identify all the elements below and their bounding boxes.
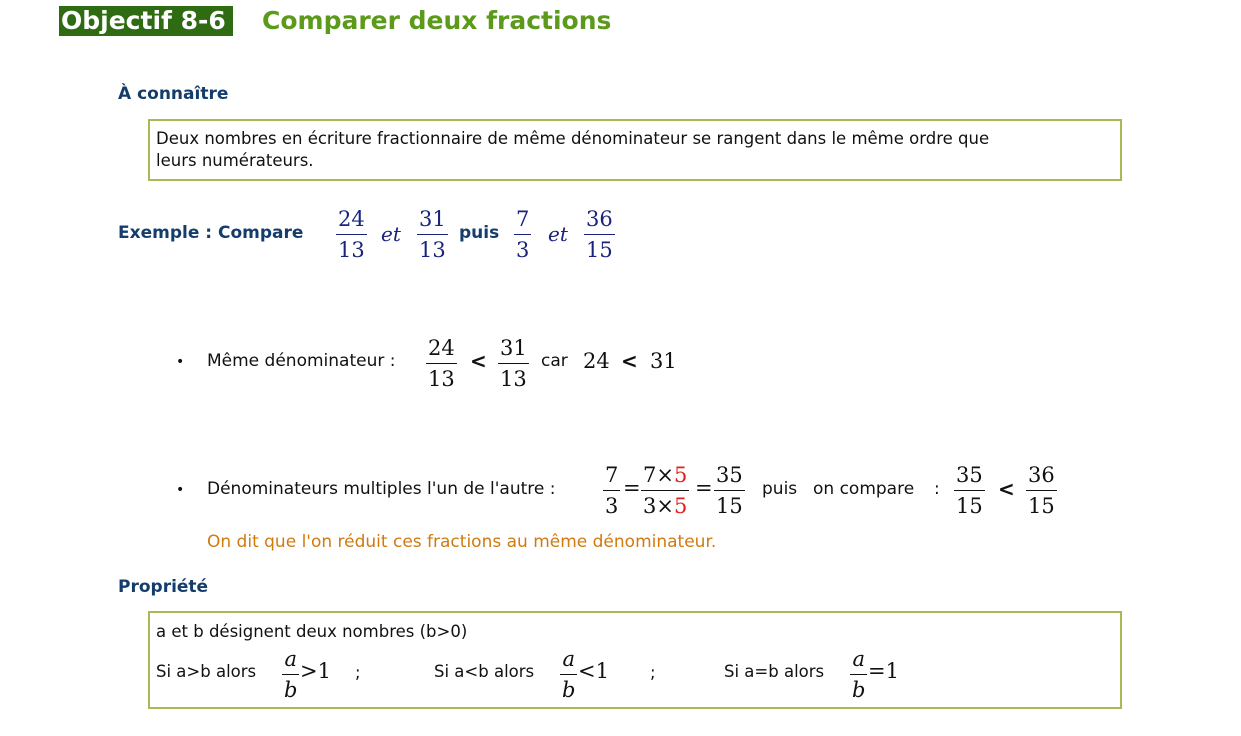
property-heading: Propriété bbox=[118, 577, 209, 597]
on-compare-text: on compare bbox=[813, 479, 915, 499]
denominator: 15 bbox=[586, 238, 613, 262]
less-than-sign-3: < bbox=[998, 477, 1015, 501]
know-text-line2: leurs numérateurs. bbox=[156, 151, 314, 170]
denominator bbox=[641, 491, 689, 519]
number-24: 24 bbox=[583, 349, 610, 373]
case2-relation: <1 bbox=[578, 659, 609, 683]
numerator: 35 bbox=[954, 462, 985, 491]
numerator: 35 bbox=[714, 462, 745, 491]
know-heading: À connaître bbox=[118, 84, 229, 104]
denominator: b bbox=[284, 678, 298, 702]
numerator: 7 bbox=[603, 462, 620, 491]
denominator: 13 bbox=[500, 367, 527, 391]
fraction-7x5-3x5 bbox=[641, 462, 689, 519]
denominator: 13 bbox=[419, 238, 446, 262]
numerator: a bbox=[560, 646, 577, 675]
fraction-35-15-b bbox=[954, 462, 985, 519]
example-fraction-7-3 bbox=[514, 206, 531, 263]
denominator: 3 bbox=[516, 238, 530, 262]
fraction-36-15 bbox=[1026, 462, 1057, 519]
denominator-multiplier: 5 bbox=[673, 494, 688, 518]
bullet: • bbox=[176, 354, 185, 370]
example-label: Exemple : Compare bbox=[118, 223, 304, 243]
case3-label: Si a=b alors bbox=[724, 662, 825, 681]
numerator: 7 bbox=[514, 206, 531, 235]
colon: : bbox=[934, 479, 940, 499]
example-et-1: et bbox=[381, 222, 401, 246]
same-denominator-label: Même dénominateur : bbox=[207, 351, 396, 371]
know-text-line1: Deux nombres en écriture fractionnaire de même dénominateur se rangent dans le même ordre que bbox=[156, 129, 990, 148]
numerator: 24 bbox=[426, 335, 457, 364]
numerator: 31 bbox=[498, 335, 529, 364]
denominator: 3 bbox=[605, 494, 619, 518]
objective-badge: Objectif 8-6 bbox=[59, 6, 233, 36]
case2-fraction-a-b bbox=[560, 646, 577, 703]
numerator: 31 bbox=[417, 206, 448, 235]
denominator-base: 3× bbox=[643, 494, 674, 518]
reduction-note: On dit que l'on réduit ces fractions au même dénominateur. bbox=[207, 532, 717, 552]
case3-relation: =1 bbox=[868, 659, 899, 683]
case1-fraction-a-b bbox=[282, 646, 299, 703]
example-et-2: et bbox=[548, 222, 568, 246]
puis-text: puis bbox=[762, 479, 798, 499]
numerator-multiplier: 5 bbox=[673, 463, 688, 487]
know-box bbox=[148, 119, 1122, 181]
denominator: 15 bbox=[956, 494, 983, 518]
bullet: • bbox=[176, 482, 185, 498]
fraction-24-13 bbox=[426, 335, 457, 392]
case3-fraction-a-b bbox=[850, 646, 867, 703]
equals-sign-2: = bbox=[695, 476, 713, 500]
case2-label: Si a<b alors bbox=[434, 662, 535, 681]
denominator: b bbox=[852, 678, 866, 702]
property-intro: a et b désignent deux nombres (b>0) bbox=[156, 622, 468, 641]
numerator: 24 bbox=[336, 206, 367, 235]
denominator: 15 bbox=[716, 494, 743, 518]
example-fraction-31-13 bbox=[417, 206, 448, 263]
page-title: Comparer deux fractions bbox=[262, 6, 612, 35]
numerator: a bbox=[282, 646, 299, 675]
numerator: 36 bbox=[1026, 462, 1057, 491]
denominator: b bbox=[562, 678, 576, 702]
case1-relation: >1 bbox=[300, 659, 331, 683]
property-box bbox=[148, 611, 1122, 709]
car-text: car bbox=[541, 351, 568, 371]
numerator: 36 bbox=[584, 206, 615, 235]
numerator bbox=[641, 462, 689, 491]
number-31: 31 bbox=[650, 349, 677, 373]
example-puis: puis bbox=[459, 223, 500, 243]
denominator: 13 bbox=[338, 238, 365, 262]
fraction-31-13 bbox=[498, 335, 529, 392]
equals-sign-1: = bbox=[623, 476, 641, 500]
separator: ; bbox=[355, 663, 361, 682]
fraction-35-15 bbox=[714, 462, 745, 519]
less-than-sign-2: < bbox=[621, 349, 638, 373]
numerator: a bbox=[850, 646, 867, 675]
example-fraction-24-13 bbox=[336, 206, 367, 263]
fraction-7-3 bbox=[603, 462, 620, 519]
example-fraction-36-15 bbox=[584, 206, 615, 263]
numerator-base: 7× bbox=[643, 463, 674, 487]
denominator: 15 bbox=[1028, 494, 1055, 518]
separator: ; bbox=[650, 663, 656, 682]
less-than-sign: < bbox=[470, 349, 487, 373]
case1-label: Si a>b alors bbox=[156, 662, 257, 681]
denominator: 13 bbox=[428, 367, 455, 391]
multiple-denominators-label: Dénominateurs multiples l'un de l'autre : bbox=[207, 479, 556, 499]
